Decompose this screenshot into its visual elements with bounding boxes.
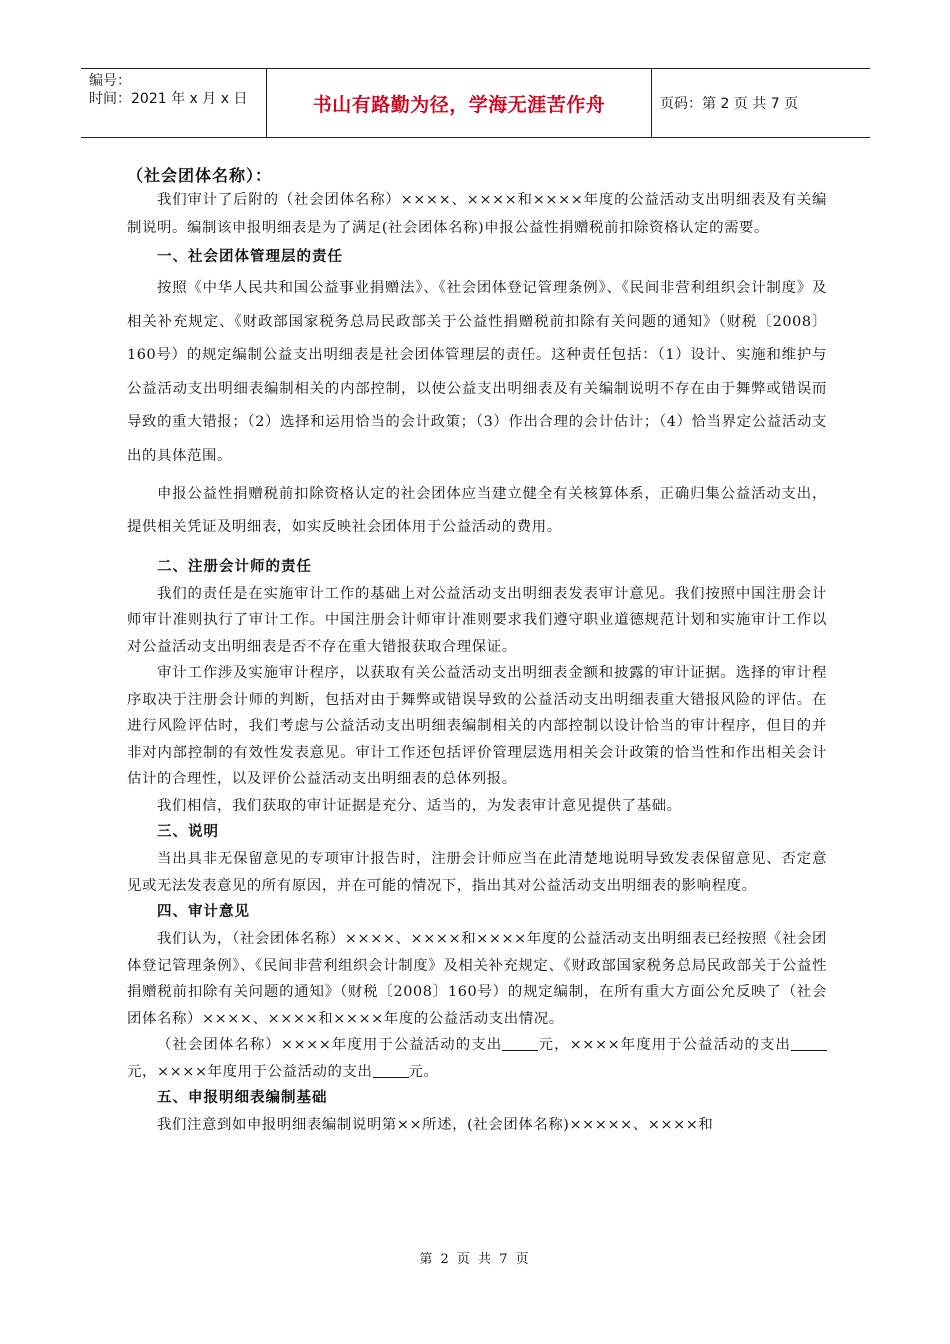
section5-paragraph-1: 我们注意到如申报明细表编制说明第××所述，(社会团体名称)×××××、××××和 <box>157 1117 714 1134</box>
salutation: （社会团体名称）： <box>127 166 273 185</box>
header-page-number: 页码：第 2 页 共 7 页 <box>660 96 799 112</box>
page-header <box>81 68 870 138</box>
amount-blank-1 <box>502 1036 538 1051</box>
expenditure-text-b: 元，××××年度用于公益活动的支出 <box>538 1037 791 1054</box>
doc-number-label: 编号： <box>89 73 131 89</box>
intro-paragraph: 我们审计了后附的（社会团体名称）××××、××××和××××年度的公益活动支出明细表及有关编制说明。编制该申报明细表是为了满足(社会团体名称)申报公益性捐赠税前扣除资格认定的需要。 <box>127 192 827 236</box>
section2-paragraph-1: 我们的责任是在实施审计工作的基础上对公益活动支出明细表发表审计意见。我们按照中国注册会计师审计准则执行了审计工作。中国注册会计师审计准则要求我们遵守职业道德规范计划和实施审计工作以对公益活动支出明细表是否不存在重大错报获取合理保证。 <box>127 585 827 655</box>
section2-paragraph-3: 我们相信，我们获取的审计证据是充分、适当的，为发表审计意见提供了基础。 <box>157 797 682 814</box>
section4-paragraph-1: 我们认为，（社会团体名称）××××、××××和××××年度的公益活动支出明细表已经按照《社会团体登记管理条例》、《民间非营利组织会计制度》及相关补充规定、《财政部国家税务总局民政部关于公益性捐赠税前扣除有关问题的通知》（财税〔2008〕160号）的规定编制，在所有重大方面公允反映了（社会团体名称）××××、××××和××××年度的公益活动支出情况。 <box>127 931 827 1027</box>
section1-paragraph-1: 按照《中华人民共和国公益事业捐赠法》、《社会团体登记管理条例》、《民间非营利组织会计制度》及相关补充规定、《财政部国家税务总局民政部关于公益性捐赠税前扣除有关问题的通知》（财税〔2008〕160号）的规定编制公益支出明细表是社会团体管理层的责任。这种责任包括：（1）设计、实施和维护与公益活动支出明细表编制相关的内部控制，以使公益支出明细表及有关编制说明不存在由于舞弊或错误而导致的重大错报；（2）选择和运用恰当的会计政策；（3）作出合理的会计估计；（4）恰当界定公益活动支出的具体范围。 <box>127 280 827 464</box>
section-heading-5: 五、申报明细表编制基础 <box>157 1090 328 1107</box>
document-body <box>127 186 827 1139</box>
expenditure-text-a: （社会团体名称）××××年度用于公益活动的支出 <box>157 1037 503 1054</box>
expenditure-text-c: 元，××××年度用于公益活动的支出 <box>127 1063 373 1080</box>
header-motto: 书山有路勤为径，学海无涯苦作舟 <box>267 69 652 137</box>
section-heading-4: 四、审计意见 <box>157 904 250 921</box>
section-heading-1: 一、社会团体管理层的责任 <box>157 249 343 265</box>
section-heading-3: 三、说明 <box>157 824 219 841</box>
section1-paragraph-2: 申报公益性捐赠税前扣除资格认定的社会团体应当建立健全有关核算体系，正确归集公益活动支出，提供相关凭证及明细表，如实反映社会团体用于公益活动的费用。 <box>127 485 827 536</box>
section3-paragraph-1: 当出具非无保留意见的专项审计报告时，注册会计师应当在此清楚地说明导致发表保留意见、否定意见或无法发表意见的所有原因，并在可能的情况下，指出其对公益活动支出明细表的影响程度。 <box>127 851 827 894</box>
section-heading-2: 二、注册会计师的责任 <box>157 558 312 575</box>
amount-blank-2 <box>791 1036 827 1051</box>
header-meta <box>81 69 267 137</box>
doc-date-label: 时间：2021 年 x 月 x 日 <box>89 91 248 107</box>
section2-paragraph-2: 审计工作涉及实施审计程序，以获取有关公益活动支出明细表金额和披露的审计证据。选择的审计程序取决于注册会计师的判断，包括对由于舞弊或错误导致的公益活动支出明细表重大错报风险的评估。在进行风险评估时，我们考虑与公益活动支出明细表编制相关的内部控制以设计恰当的审计程序，但目的并非对内部控制的有效性发表意见。审计工作还包括评价管理层选用相关会计政策的恰当性和作出相关会计估计的合理性，以及评价公益活动支出明细表的总体列报。 <box>127 665 827 788</box>
page-footer: 第 2 页 共 7 页 <box>419 1252 531 1267</box>
expenditure-text-d: 元。 <box>408 1063 439 1080</box>
amount-blank-3 <box>373 1062 409 1077</box>
section4-paragraph-2 <box>127 1032 827 1085</box>
